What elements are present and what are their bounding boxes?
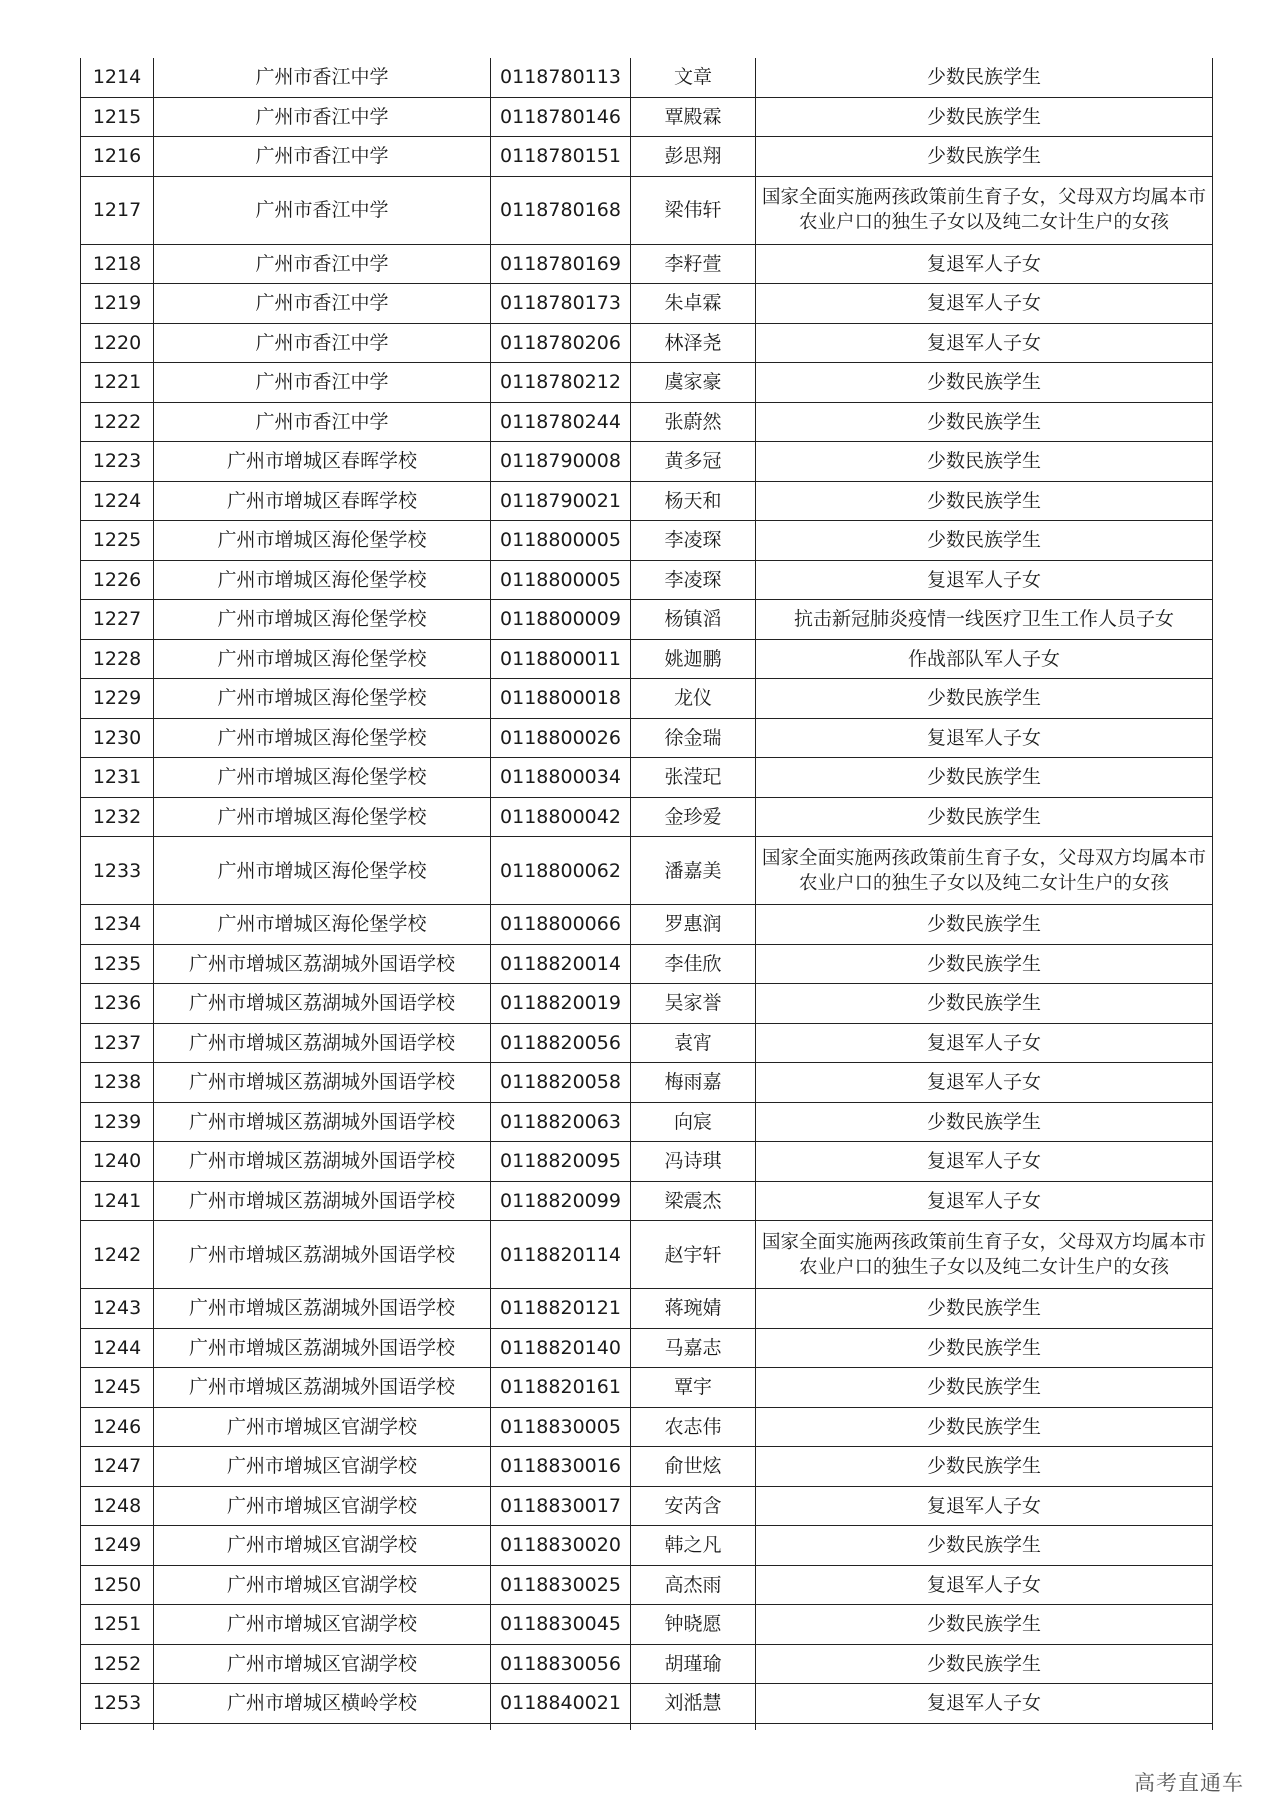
row-index-cell: 1232	[81, 797, 154, 837]
category-cell: 少数民族学生	[756, 442, 1213, 482]
student-id-cell: 0118780169	[491, 244, 631, 284]
student-id-cell: 0118820121	[491, 1289, 631, 1329]
student-id-cell: 0118780244	[491, 402, 631, 442]
table-row	[81, 1102, 1213, 1142]
row-index-cell: 1244	[81, 1328, 154, 1368]
category-cell: 少数民族学生	[756, 679, 1213, 719]
category-cell: 复退军人子女	[756, 1565, 1213, 1605]
category-cell: 少数民族学生	[756, 905, 1213, 945]
school-name-cell: 广州市增城区海伦堡学校	[154, 758, 491, 798]
row-index-cell: 1249	[81, 1526, 154, 1566]
table-row	[81, 1605, 1213, 1645]
category-cell: 复退军人子女	[756, 1023, 1213, 1063]
student-name-cell: 李佳欣	[631, 944, 756, 984]
row-index-cell: 1231	[81, 758, 154, 798]
category-cell: 复退军人子女	[756, 1684, 1213, 1724]
category-cell: 少数民族学生	[756, 1289, 1213, 1329]
student-id-cell: 0118800005	[491, 560, 631, 600]
category-cell: 少数民族学生	[756, 1102, 1213, 1142]
student-name-cell: 俞世炫	[631, 1447, 756, 1487]
table-row	[81, 1526, 1213, 1566]
student-name-cell: 赵宇轩	[631, 1221, 756, 1289]
student-id-cell: 0118790021	[491, 481, 631, 521]
student-name-cell: 彭思翔	[631, 137, 756, 177]
row-index-cell: 1220	[81, 323, 154, 363]
row-index-cell: 1216	[81, 137, 154, 177]
row-index-cell: 1253	[81, 1684, 154, 1724]
school-name-cell: 广州市增城区荔湖城外国语学校	[154, 1181, 491, 1221]
table-row	[81, 837, 1213, 905]
student-id-cell: 0118820140	[491, 1328, 631, 1368]
school-name-cell: 广州市增城区春晖学校	[154, 442, 491, 482]
category-cell: 复退军人子女	[756, 718, 1213, 758]
student-name-cell: 李凌琛	[631, 560, 756, 600]
student-name-cell: 吴家誉	[631, 984, 756, 1024]
student-id-cell: 0118830017	[491, 1486, 631, 1526]
student-id-cell: 0118820056	[491, 1023, 631, 1063]
row-index-cell: 1239	[81, 1102, 154, 1142]
school-name-cell: 广州市增城区官湖学校	[154, 1407, 491, 1447]
table-row	[81, 1565, 1213, 1605]
row-index-cell: 1250	[81, 1565, 154, 1605]
school-name-cell: 广州市增城区荔湖城外国语学校	[154, 944, 491, 984]
student-name-cell: 梅雨嘉	[631, 1063, 756, 1103]
row-index-cell: 1245	[81, 1368, 154, 1408]
student-id-cell: 0118800042	[491, 797, 631, 837]
student-name-cell: 刘湉慧	[631, 1684, 756, 1724]
student-id-cell: 0118840021	[491, 1684, 631, 1724]
category-cell: 少数民族学生	[756, 363, 1213, 403]
school-name-cell: 广州市香江中学	[154, 284, 491, 324]
school-name-cell: 广州市增城区海伦堡学校	[154, 797, 491, 837]
school-name-cell: 广州市增城区官湖学校	[154, 1644, 491, 1684]
student-name-cell: 龙仪	[631, 679, 756, 719]
school-name-cell: 广州市增城区荔湖城外国语学校	[154, 1142, 491, 1182]
school-name-cell: 广州市增城区荔湖城外国语学校	[154, 1221, 491, 1289]
table-row	[81, 905, 1213, 945]
student-id-cell: 0118800062	[491, 837, 631, 905]
school-name-cell: 广州市香江中学	[154, 244, 491, 284]
category-cell: 复退军人子女	[756, 284, 1213, 324]
school-name-cell: 广州市香江中学	[154, 58, 491, 97]
category-cell: 少数民族学生	[756, 797, 1213, 837]
table-row-cutoff	[81, 1723, 1213, 1730]
category-cell: 复退军人子女	[756, 560, 1213, 600]
category-cell: 复退军人子女	[756, 323, 1213, 363]
school-name-cell: 广州市增城区荔湖城外国语学校	[154, 1063, 491, 1103]
student-name-cell: 胡瑾瑜	[631, 1644, 756, 1684]
student-id-cell: 0118780212	[491, 363, 631, 403]
student-name-cell: 韩之凡	[631, 1526, 756, 1566]
student-name-cell: 李凌琛	[631, 521, 756, 561]
student-id-cell: 0118780146	[491, 97, 631, 137]
school-name-cell: 广州市香江中学	[154, 323, 491, 363]
table-row	[81, 1486, 1213, 1526]
student-name-cell: 梁伟轩	[631, 176, 756, 244]
row-index-cell: 1215	[81, 97, 154, 137]
category-cell: 少数民族学生	[756, 1447, 1213, 1487]
table-row	[81, 944, 1213, 984]
student-id-cell: 0118800034	[491, 758, 631, 798]
category-cell: 复退军人子女	[756, 1063, 1213, 1103]
student-name-cell: 马嘉志	[631, 1328, 756, 1368]
student-name-cell: 梁震杰	[631, 1181, 756, 1221]
student-name-cell: 蒋琬婧	[631, 1289, 756, 1329]
student-id-cell: 0118780206	[491, 323, 631, 363]
school-name-cell: 广州市增城区荔湖城外国语学校	[154, 1102, 491, 1142]
student-id-cell: 0118830025	[491, 1565, 631, 1605]
category-cell: 复退军人子女	[756, 1486, 1213, 1526]
row-index-cell: 1233	[81, 837, 154, 905]
student-name-cell: 徐金瑞	[631, 718, 756, 758]
row-index-cell: 1225	[81, 521, 154, 561]
table-row	[81, 1684, 1213, 1724]
student-name-cell: 林泽尧	[631, 323, 756, 363]
category-cell: 抗击新冠肺炎疫情一线医疗卫生工作人员子女	[756, 600, 1213, 640]
student-id-cell: 0118790008	[491, 442, 631, 482]
table-row	[81, 323, 1213, 363]
school-name-cell: 广州市增城区海伦堡学校	[154, 639, 491, 679]
row-index-cell: 1223	[81, 442, 154, 482]
category-cell: 少数民族学生	[756, 137, 1213, 177]
category-cell: 复退军人子女	[756, 1142, 1213, 1182]
category-cell: 复退军人子女	[756, 244, 1213, 284]
student-name-cell: 罗惠润	[631, 905, 756, 945]
student-id-cell: 0118820095	[491, 1142, 631, 1182]
row-index-cell: 1224	[81, 481, 154, 521]
cutoff-cell	[631, 1723, 756, 1730]
table-row	[81, 1368, 1213, 1408]
school-name-cell: 广州市增城区荔湖城外国语学校	[154, 1289, 491, 1329]
student-name-cell: 金珍爱	[631, 797, 756, 837]
student-id-cell: 0118820114	[491, 1221, 631, 1289]
table-row	[81, 1181, 1213, 1221]
row-index-cell: 1243	[81, 1289, 154, 1329]
row-index-cell: 1217	[81, 176, 154, 244]
row-index-cell: 1242	[81, 1221, 154, 1289]
row-index-cell: 1240	[81, 1142, 154, 1182]
row-index-cell: 1230	[81, 718, 154, 758]
row-index-cell: 1218	[81, 244, 154, 284]
student-id-cell: 0118820014	[491, 944, 631, 984]
student-id-cell: 0118800005	[491, 521, 631, 561]
school-name-cell: 广州市增城区海伦堡学校	[154, 679, 491, 719]
student-id-cell: 0118780168	[491, 176, 631, 244]
student-id-cell: 0118780151	[491, 137, 631, 177]
table-row	[81, 758, 1213, 798]
student-name-cell: 姚迦鹏	[631, 639, 756, 679]
school-name-cell: 广州市增城区海伦堡学校	[154, 837, 491, 905]
table-row	[81, 481, 1213, 521]
table-row	[81, 1289, 1213, 1329]
table-row	[81, 797, 1213, 837]
school-name-cell: 广州市增城区春晖学校	[154, 481, 491, 521]
row-index-cell: 1248	[81, 1486, 154, 1526]
school-name-cell: 广州市增城区海伦堡学校	[154, 718, 491, 758]
row-index-cell: 1214	[81, 58, 154, 97]
row-index-cell: 1241	[81, 1181, 154, 1221]
student-name-cell: 虞家豪	[631, 363, 756, 403]
school-name-cell: 广州市增城区官湖学校	[154, 1526, 491, 1566]
student-id-cell: 0118830045	[491, 1605, 631, 1645]
category-cell: 少数民族学生	[756, 521, 1213, 561]
student-name-cell: 农志伟	[631, 1407, 756, 1447]
school-name-cell: 广州市增城区横岭学校	[154, 1684, 491, 1724]
row-index-cell: 1246	[81, 1407, 154, 1447]
category-cell: 少数民族学生	[756, 1605, 1213, 1645]
table-row	[81, 363, 1213, 403]
table-row	[81, 1063, 1213, 1103]
category-cell: 复退军人子女	[756, 1181, 1213, 1221]
table-row	[81, 58, 1213, 97]
school-name-cell: 广州市增城区官湖学校	[154, 1486, 491, 1526]
school-name-cell: 广州市增城区官湖学校	[154, 1605, 491, 1645]
cutoff-cell	[81, 1723, 154, 1730]
table-row	[81, 402, 1213, 442]
category-cell: 少数民族学生	[756, 1526, 1213, 1566]
student-name-cell: 黄多冠	[631, 442, 756, 482]
category-cell: 作战部队军人子女	[756, 639, 1213, 679]
student-id-cell: 0118780173	[491, 284, 631, 324]
school-name-cell: 广州市增城区海伦堡学校	[154, 521, 491, 561]
student-name-cell: 袁宵	[631, 1023, 756, 1063]
student-id-cell: 0118800026	[491, 718, 631, 758]
student-name-cell: 文章	[631, 58, 756, 97]
category-cell: 少数民族学生	[756, 944, 1213, 984]
student-id-cell: 0118820058	[491, 1063, 631, 1103]
table-row	[81, 1447, 1213, 1487]
student-name-cell: 覃宇	[631, 1368, 756, 1408]
student-id-cell: 0118830005	[491, 1407, 631, 1447]
category-cell: 少数民族学生	[756, 58, 1213, 97]
table-row	[81, 137, 1213, 177]
row-index-cell: 1226	[81, 560, 154, 600]
student-id-cell: 0118820099	[491, 1181, 631, 1221]
table-row	[81, 1023, 1213, 1063]
student-name-cell: 潘嘉美	[631, 837, 756, 905]
row-index-cell: 1251	[81, 1605, 154, 1645]
row-index-cell: 1219	[81, 284, 154, 324]
student-name-cell: 安芮含	[631, 1486, 756, 1526]
school-name-cell: 广州市增城区荔湖城外国语学校	[154, 1023, 491, 1063]
table-row	[81, 284, 1213, 324]
student-name-cell: 李籽萱	[631, 244, 756, 284]
row-index-cell: 1221	[81, 363, 154, 403]
school-name-cell: 广州市增城区海伦堡学校	[154, 560, 491, 600]
school-name-cell: 广州市香江中学	[154, 97, 491, 137]
student-name-cell: 杨镇滔	[631, 600, 756, 640]
row-index-cell: 1236	[81, 984, 154, 1024]
table-row	[81, 244, 1213, 284]
category-cell: 少数民族学生	[756, 1368, 1213, 1408]
category-cell: 少数民族学生	[756, 1407, 1213, 1447]
table-body	[81, 58, 1213, 1730]
student-name-cell: 朱卓霖	[631, 284, 756, 324]
cutoff-cell	[756, 1723, 1213, 1730]
student-name-cell: 向宸	[631, 1102, 756, 1142]
school-name-cell: 广州市增城区海伦堡学校	[154, 905, 491, 945]
student-id-cell: 0118800018	[491, 679, 631, 719]
row-index-cell: 1227	[81, 600, 154, 640]
student-id-cell: 0118830056	[491, 1644, 631, 1684]
student-id-cell: 0118830016	[491, 1447, 631, 1487]
table-row	[81, 639, 1213, 679]
row-index-cell: 1229	[81, 679, 154, 719]
row-index-cell: 1228	[81, 639, 154, 679]
table-row	[81, 984, 1213, 1024]
row-index-cell: 1235	[81, 944, 154, 984]
student-id-cell: 0118830020	[491, 1526, 631, 1566]
table-row	[81, 1328, 1213, 1368]
table-row	[81, 442, 1213, 482]
table-row	[81, 679, 1213, 719]
student-name-cell: 钟晓愿	[631, 1605, 756, 1645]
school-name-cell: 广州市香江中学	[154, 176, 491, 244]
school-name-cell: 广州市增城区荔湖城外国语学校	[154, 984, 491, 1024]
table-row	[81, 97, 1213, 137]
student-list-sheet	[80, 58, 1213, 1730]
category-cell: 国家全面实施两孩政策前生育子女，父母双方均属本市农业户口的独生子女以及纯二女计生户的女孩	[756, 176, 1213, 244]
student-name-cell: 冯诗琪	[631, 1142, 756, 1182]
student-id-cell: 0118800011	[491, 639, 631, 679]
row-index-cell: 1238	[81, 1063, 154, 1103]
student-id-cell: 0118820063	[491, 1102, 631, 1142]
cutoff-cell	[154, 1723, 491, 1730]
table-row	[81, 1221, 1213, 1289]
table-row	[81, 1142, 1213, 1182]
category-cell: 少数民族学生	[756, 402, 1213, 442]
school-name-cell: 广州市增城区官湖学校	[154, 1565, 491, 1605]
category-cell: 国家全面实施两孩政策前生育子女，父母双方均属本市农业户口的独生子女以及纯二女计生户的女孩	[756, 1221, 1213, 1289]
category-cell: 少数民族学生	[756, 1328, 1213, 1368]
category-cell: 少数民族学生	[756, 481, 1213, 521]
student-name-cell: 高杰雨	[631, 1565, 756, 1605]
row-index-cell: 1222	[81, 402, 154, 442]
category-cell: 少数民族学生	[756, 97, 1213, 137]
row-index-cell: 1234	[81, 905, 154, 945]
student-name-cell: 张滢玘	[631, 758, 756, 798]
category-cell: 少数民族学生	[756, 758, 1213, 798]
cutoff-cell	[491, 1723, 631, 1730]
table-row	[81, 560, 1213, 600]
table-row	[81, 521, 1213, 561]
student-list-table	[80, 58, 1213, 1730]
category-cell: 国家全面实施两孩政策前生育子女，父母双方均属本市农业户口的独生子女以及纯二女计生户的女孩	[756, 837, 1213, 905]
category-cell: 少数民族学生	[756, 984, 1213, 1024]
row-index-cell: 1252	[81, 1644, 154, 1684]
school-name-cell: 广州市香江中学	[154, 137, 491, 177]
table-row	[81, 1644, 1213, 1684]
student-id-cell: 0118800009	[491, 600, 631, 640]
school-name-cell: 广州市增城区海伦堡学校	[154, 600, 491, 640]
school-name-cell: 广州市增城区荔湖城外国语学校	[154, 1368, 491, 1408]
watermark: 高考直通车	[1134, 1771, 1244, 1795]
school-name-cell: 广州市香江中学	[154, 363, 491, 403]
student-id-cell: 0118780113	[491, 58, 631, 97]
school-name-cell: 广州市香江中学	[154, 402, 491, 442]
student-id-cell: 0118820161	[491, 1368, 631, 1408]
table-row	[81, 718, 1213, 758]
student-name-cell: 杨天和	[631, 481, 756, 521]
table-row	[81, 1407, 1213, 1447]
table-row	[81, 600, 1213, 640]
student-id-cell: 0118820019	[491, 984, 631, 1024]
row-index-cell: 1247	[81, 1447, 154, 1487]
school-name-cell: 广州市增城区荔湖城外国语学校	[154, 1328, 491, 1368]
student-id-cell: 0118800066	[491, 905, 631, 945]
student-name-cell: 覃殿霖	[631, 97, 756, 137]
table-row	[81, 176, 1213, 244]
student-name-cell: 张蔚然	[631, 402, 756, 442]
category-cell: 少数民族学生	[756, 1644, 1213, 1684]
school-name-cell: 广州市增城区官湖学校	[154, 1447, 491, 1487]
row-index-cell: 1237	[81, 1023, 154, 1063]
